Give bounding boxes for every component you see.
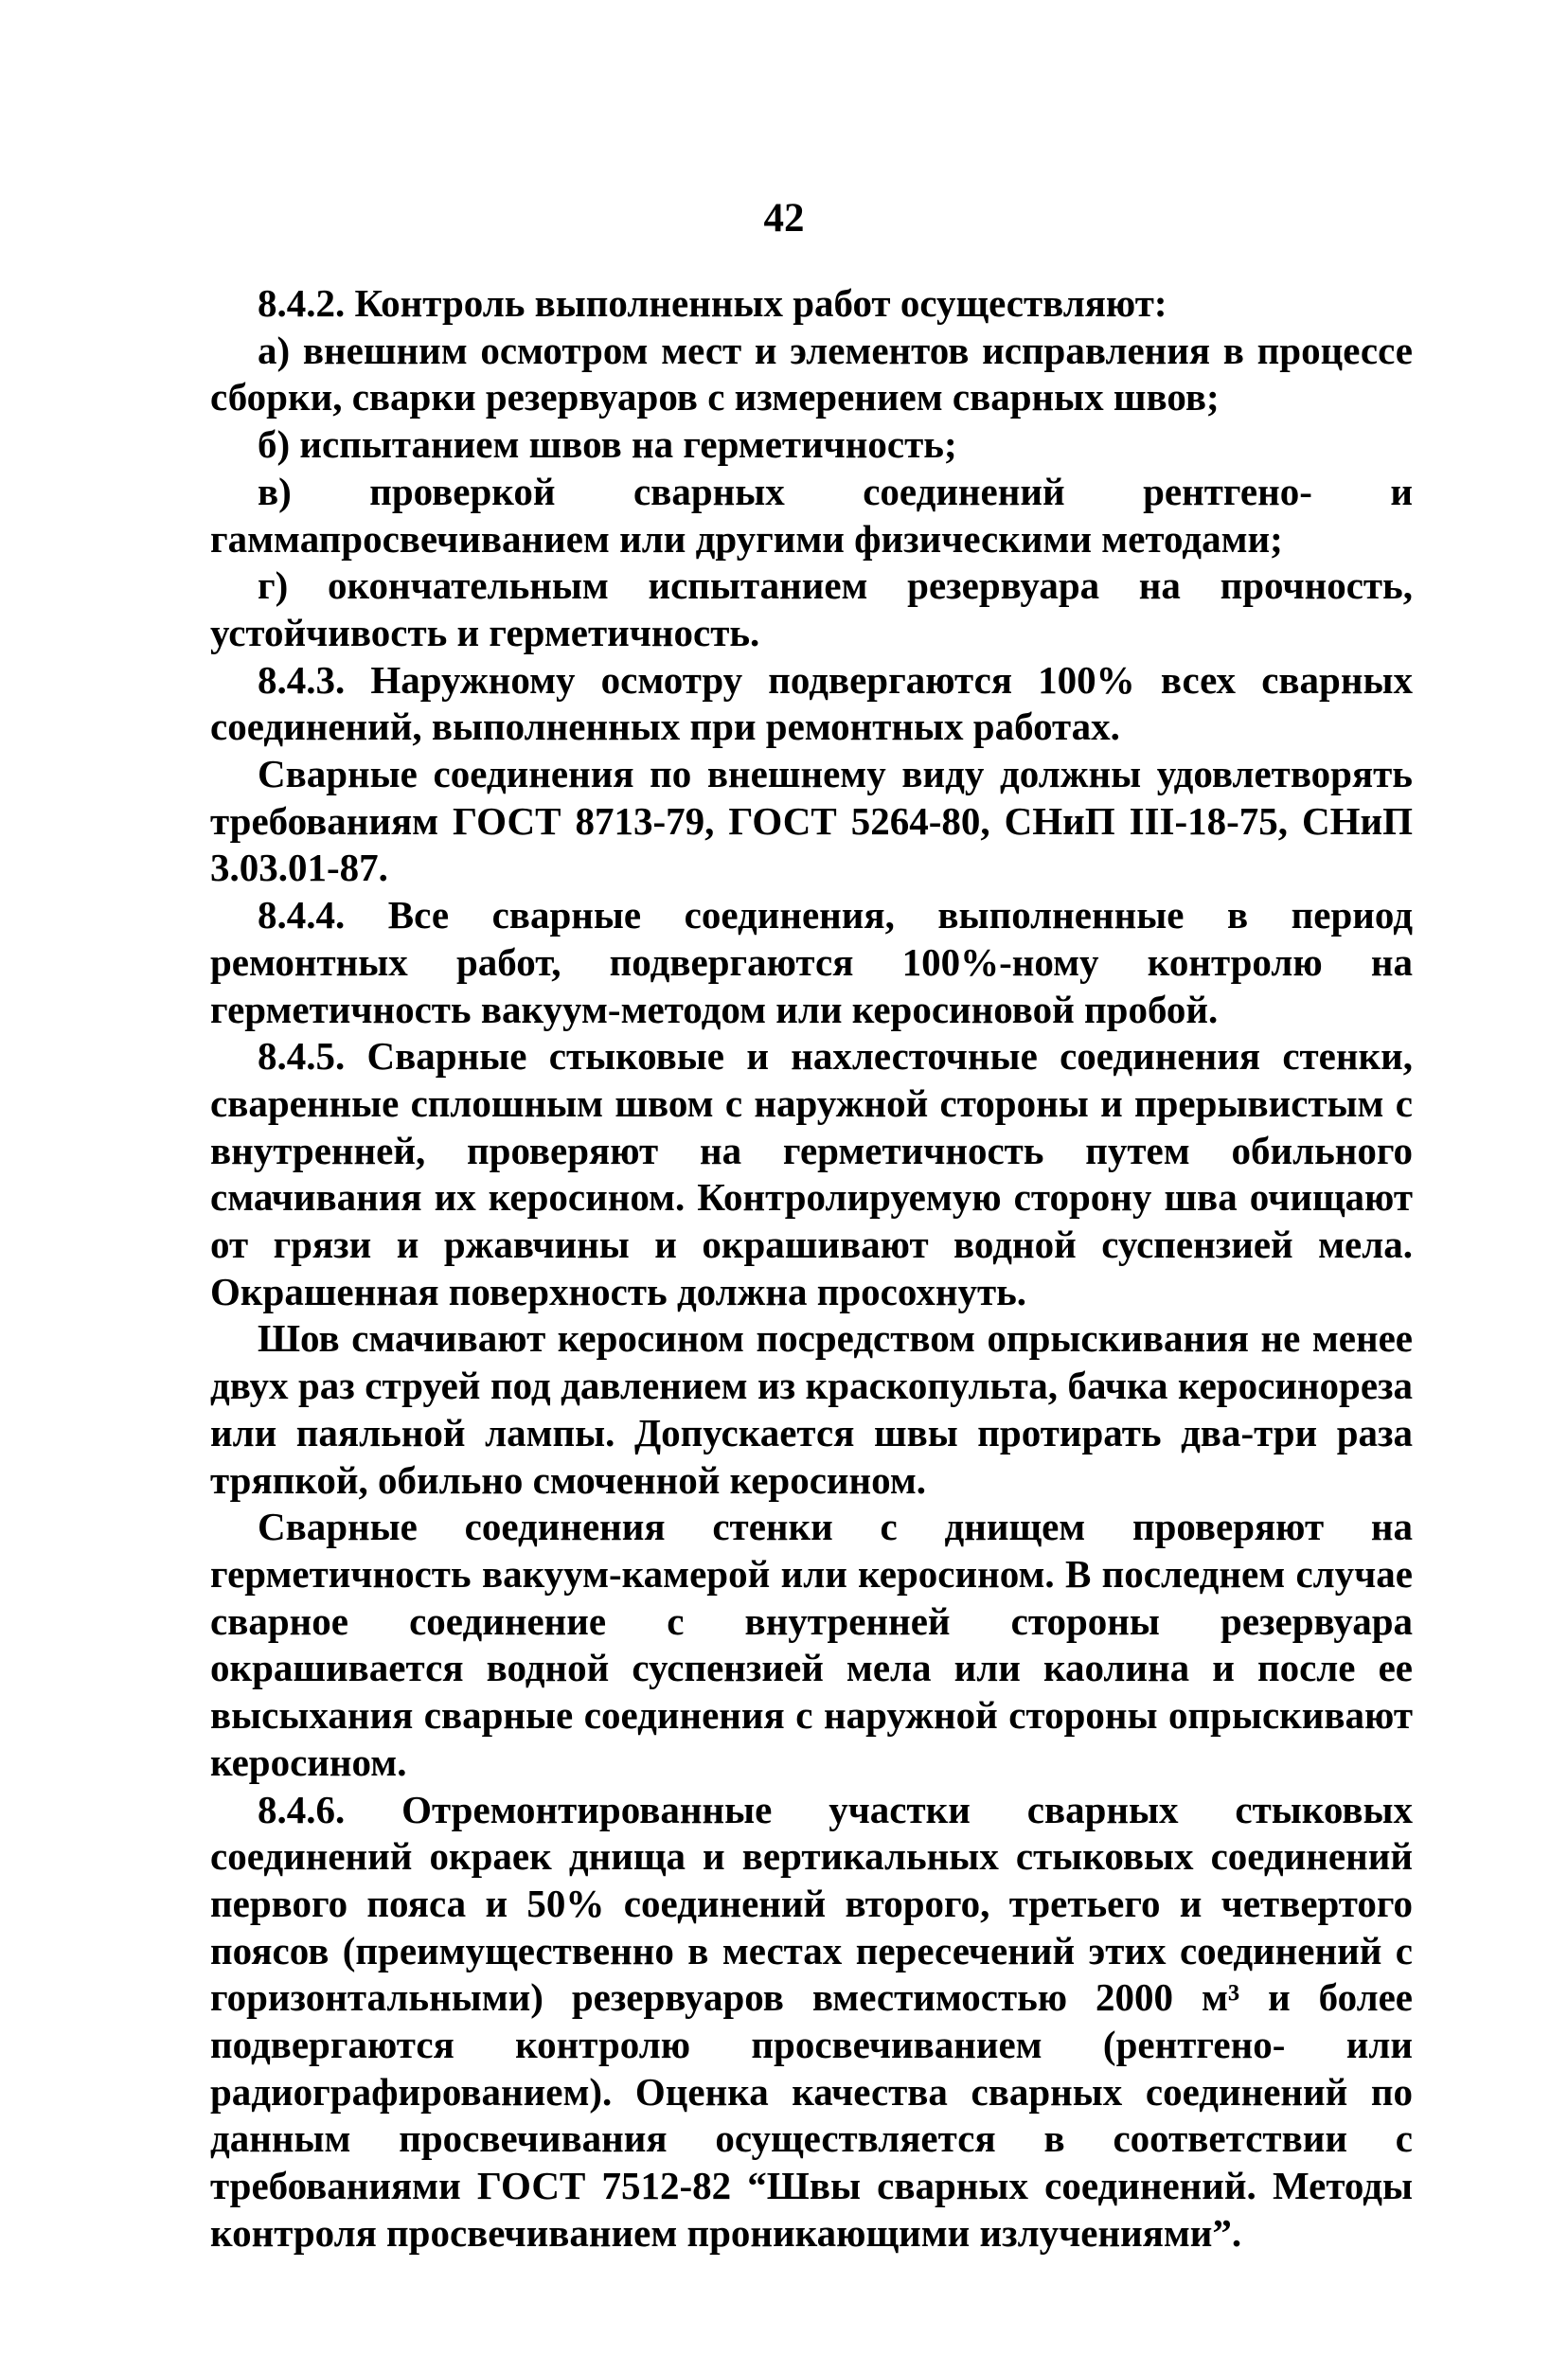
paragraph-wall-bottom-joints: Сварные соединения стенки с днищем проверяют на герметичность вакуум-камерой или керосином. В последнем случае сварное соединение с внутренней стороны резервуара окрашивается водной суспензией мела или каолина и после ее высыхания сварные соединения с наружной стороны опрыскивают керосином. (210, 1505, 1413, 1784)
list-item-a: а) внешним осмотром мест и элементов исправления в процессе сборки, сварки резервуаров с измерением сварных швов; (210, 328, 1413, 419)
paragraph-kerosene-wetting: Шов смачивают керосином посредством опрыскивания не менее двух раз струей под давлением из краскопульта, бачка керосинореза или паяльной лампы. Допускается швы протирать два-три раза тряпкой, обильно смоченной керосином. (210, 1316, 1413, 1502)
paragraph-8-4-2: 8.4.2. Контроль выполненных работ осуществляют: (258, 281, 1167, 325)
paragraph-8-4-6: 8.4.6. Отремонтированные участки сварных стыковых соединений окраек днища и вертикальных стыковых соединений первого пояса и 50% соединений второго, третьего и четвертого поясов (преимущественно в местах пересечений этих соединений с горизонтальными) резервуаров вместимостью 2000 м³ и более подвергаются контролю просвечиванием (рентгено- или радиографированием). Оценка качества сварных соединений по данным просвечивания осуществляется в соответствии с требованиями ГОСТ 7512-82 “Швы сварных соединений. Методы контроля просвечиванием проникающими излучениями”. (210, 1787, 1413, 2255)
paragraph-8-4-4: 8.4.4. Все сварные соединения, выполненные в период ремонтных работ, подвергаются 100%-ному контролю на герметичность вакуум-методом или керосиновой пробой. (210, 893, 1413, 1031)
body-text (210, 280, 1413, 2258)
list-item-v: в) проверкой сварных соединений рентгено- и гаммапросвечиванием или другими физическими методами; (210, 469, 1413, 561)
paragraph-requirements: Сварные соединения по внешнему виду должны удовлетворять требованиям ГОСТ 8713-79, ГОСТ 5264-80, СНиП III-18-75, СНиП 3.03.01-87. (210, 752, 1413, 890)
list-item-b: б) испытанием швов на герметичность; (258, 422, 957, 467)
paragraph-8-4-5: 8.4.5. Сварные стыковые и нахлесточные соединения стенки, сваренные сплошным швом с наружной стороны и прерывистым с внутренней, проверяют на герметичность путем обильного смачивания их керосином. Контролируемую сторону шва очищают от грязи и ржавчины и окрашивают водной суспензией мела. Окрашенная поверхность должна просохнуть. (210, 1034, 1413, 1313)
list-item-g: г) окончательным испытанием резервуара на прочность, устойчивость и герметичность. (210, 563, 1413, 654)
page-number: 42 (763, 196, 805, 241)
paragraph-8-4-3: 8.4.3. Наружному осмотру подвергаются 100% всех сварных соединений, выполненных при ремонтных работах. (210, 657, 1413, 749)
